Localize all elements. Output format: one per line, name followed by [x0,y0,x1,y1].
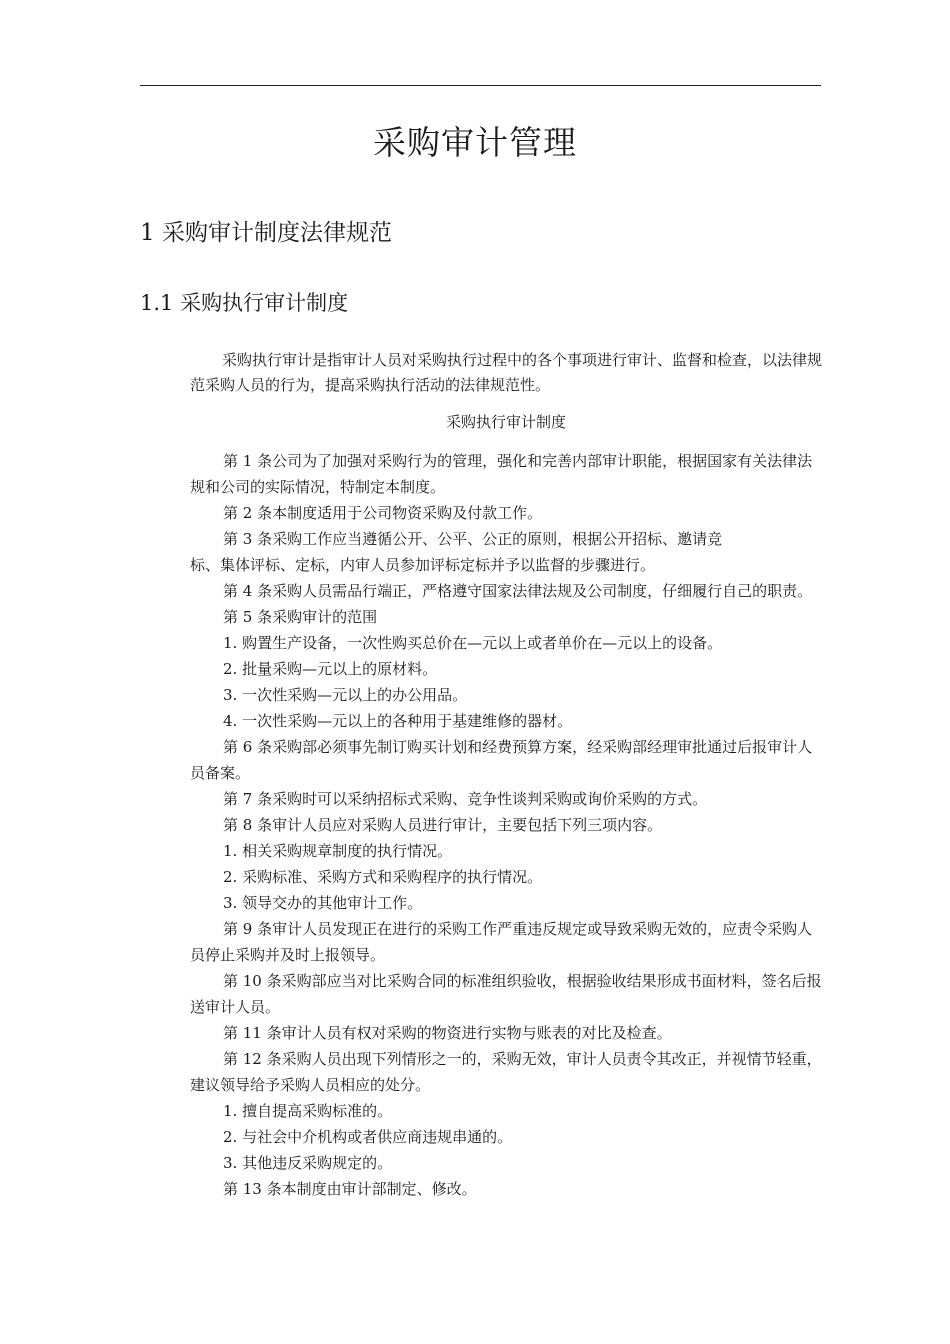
header-rule [140,85,821,86]
list-item: 1. 购置生产设备，一次性购买总价在—元以上或者单价在—元以上的设备。 [223,634,723,652]
regulation-body [190,448,822,1202]
article-3-continued: 标、集体评标、定标，内审人员参加评标定标并予以监督的步骤进行。 [190,556,656,574]
intro-paragraph: 采购执行审计是指审计人员对采购执行过程中的各个事项进行审计、监督和检查，以法律规范采购人员的行为，提高采购执行活动的法律规范性。 [190,351,823,394]
list-item: 2. 采购标准、采购方式和采购程序的执行情况。 [223,868,543,886]
list-item: 3. 其他违反采购规定的。 [223,1154,393,1172]
article-11: 第 11 条审计人员有权对采购的物资进行实物与账表的对比及检查。 [223,1024,672,1042]
list-item: 1. 擅自提高采购标准的。 [223,1102,393,1120]
article-10: 第 10 条采购部应当对比采购合同的标准组织验收，根据验收结果形成书面材料，签名后报送审计人员。 [190,972,822,1016]
regulation-caption: 采购执行审计制度 [445,413,566,431]
article-6: 第 6 条采购部必须事先制订购买计划和经费预算方案，经采购部经理审批通过后报审计人员备案。 [190,738,813,782]
subsection-heading: 1.1 采购执行审计制度 [140,291,349,315]
article-1: 第 1 条公司为了加强对采购行为的管理，强化和完善内部审计职能，根据国家有关法律法规和公司的实际情况，特制定本制度。 [190,452,813,496]
article-5: 第 5 条采购审计的范围 [223,608,378,626]
article-8: 第 8 条审计人员应对采购人员进行审计，主要包括下列三项内容。 [223,816,663,834]
list-item: 2. 与社会中介机构或者供应商违规串通的。 [223,1128,513,1146]
section-heading: 1 采购审计制度法律规范 [140,220,392,246]
list-item: 1. 相关采购规章制度的执行情况。 [223,842,453,860]
article-3: 第 3 条采购工作应当遵循公开、公平、公正的原则，根据公开招标、邀请竞 [223,530,723,548]
article-13: 第 13 条本制度由审计部制定、修改。 [223,1180,477,1198]
article-7: 第 7 条采购时可以采纳招标式采购、竞争性谈判采购或询价采购的方式。 [223,790,708,808]
list-item: 3. 领导交办的其他审计工作。 [223,894,423,912]
article-4: 第 4 条采购人员需品行端正，严格遵守国家法律法规及公司制度，仔细履行自己的职责。 [223,582,813,600]
document-title: 采购审计管理 [373,123,577,162]
article-2: 第 2 条本制度适用于公司物资采购及付款工作。 [223,504,543,522]
article-9: 第 9 条审计人员发现正在进行的采购工作严重违反规定或导致采购无效的，应责令采购人员停止采购并及时上报领导。 [190,920,813,964]
article-12: 第 12 条采购人员出现下列情形之一的，采购无效，审计人员责令其改正，并视情节轻重，建议领导给予采购人员相应的处分。 [190,1050,822,1094]
list-item: 3. 一次性采购—元以上的办公用品。 [223,686,468,704]
list-item: 4. 一次性采购—元以上的各种用于基建维修的器材。 [223,712,573,730]
list-item: 2. 批量采购—元以上的原材料。 [223,660,438,678]
